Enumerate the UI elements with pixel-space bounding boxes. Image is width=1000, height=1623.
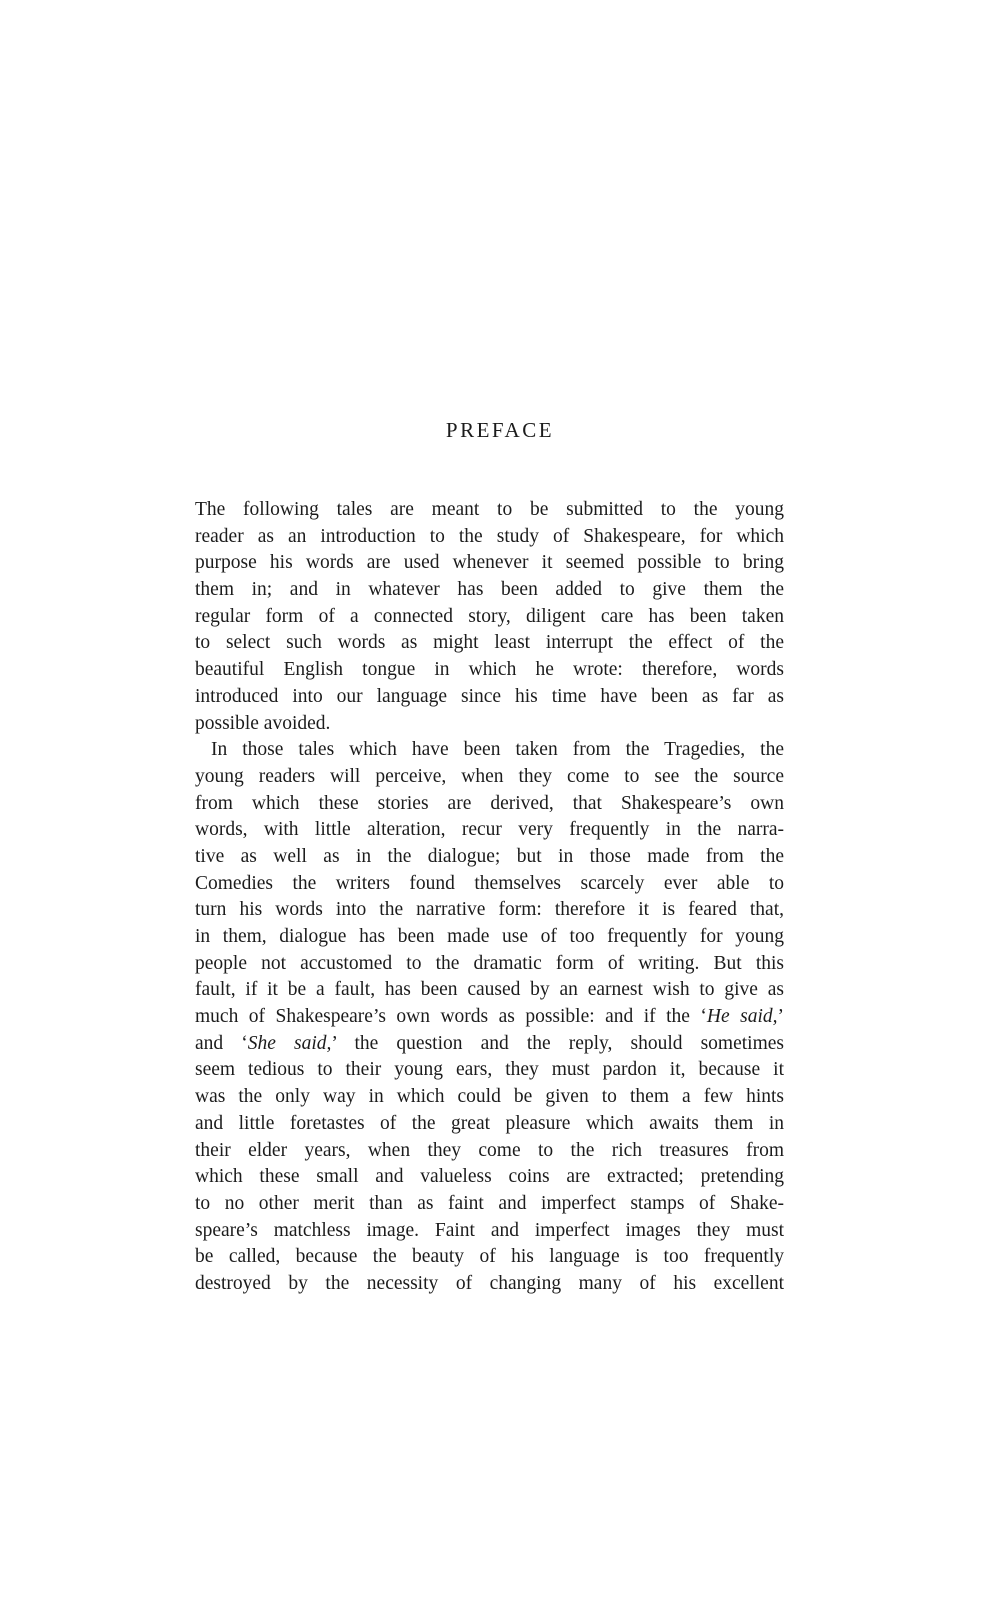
text-line: purpose his words are used whenever it seemed possible to bring — [195, 552, 784, 574]
text-line: destroyed by the necessity of changing many of his excellent — [195, 1272, 784, 1294]
page-title: PREFACE — [445, 418, 555, 442]
text-segment: and ‘ — [195, 1032, 248, 1054]
text-line: tive as well as in the dialogue; but in those made from the — [195, 845, 784, 867]
text-line: seem tedious to their young ears, they must pardon it, because it — [195, 1059, 784, 1081]
text-line: to no other merit than as faint and imperfect stamps of Shake- — [195, 1192, 784, 1214]
italic-text: He said, — [706, 1006, 778, 1028]
text-line: in them, dialogue has been made use of too frequently for young — [195, 926, 784, 947]
text-line — [195, 1004, 784, 1031]
text-line: be called, because the beauty of his language is too frequently — [195, 1246, 784, 1268]
italic-text: She said, — [247, 1032, 332, 1054]
text-segment: ’ — [777, 1006, 785, 1028]
text-line: regular form of a connected story, diligent care has been taken — [195, 605, 784, 627]
text-line: The following tales are meant to be submitted to the young — [195, 499, 784, 520]
text-line: young readers will perceive, when they come to see the source — [195, 765, 784, 787]
text-line: them in; and in whatever has been added to give them the — [195, 579, 784, 601]
text-line: people not accustomed to the dramatic form of writing. But this — [195, 952, 784, 974]
text-line: their elder years, when they come to the rich treasures from — [195, 1139, 784, 1161]
text-line: possible avoided. — [195, 712, 331, 734]
text-line: reader as an introduction to the study of Shakespeare, for which — [195, 525, 784, 547]
text-segment: ’ the question and the reply, should sometimes — [331, 1032, 784, 1054]
text-line: In those tales which have been taken from the Tragedies, the — [211, 739, 784, 761]
text-line: and little foretastes of the great pleasure which awaits them in — [195, 1112, 784, 1134]
text-line: words, with little alteration, recur very frequently in the narra- — [195, 819, 784, 841]
text-line: from which these stories are derived, that Shakespeare’s own — [195, 792, 784, 814]
text-line: to select such words as might least interrupt the effect of the — [195, 632, 784, 654]
text-line: fault, if it be a fault, has been caused by an earnest wish to give as — [195, 979, 784, 1001]
text-line: introduced into our language since his time have been as far as — [195, 685, 784, 707]
text-line — [195, 1031, 784, 1058]
text-line: speare’s matchless image. Faint and imperfect images they must — [195, 1219, 784, 1241]
text-segment: much of Shakespeare’s own words as possible: and if the ‘ — [195, 1006, 707, 1028]
text-line: beautiful English tongue in which he wrote: therefore, words — [195, 659, 784, 681]
text-line: which these small and valueless coins are extracted; pretending — [195, 1166, 784, 1188]
text-line: was the only way in which could be given to them a few hints — [195, 1086, 784, 1108]
text-line: Comedies the writers found themselves scarcely ever able to — [195, 872, 784, 894]
text-line: turn his words into the narrative form: therefore it is feared that, — [195, 899, 784, 921]
preface-body — [195, 497, 784, 1298]
